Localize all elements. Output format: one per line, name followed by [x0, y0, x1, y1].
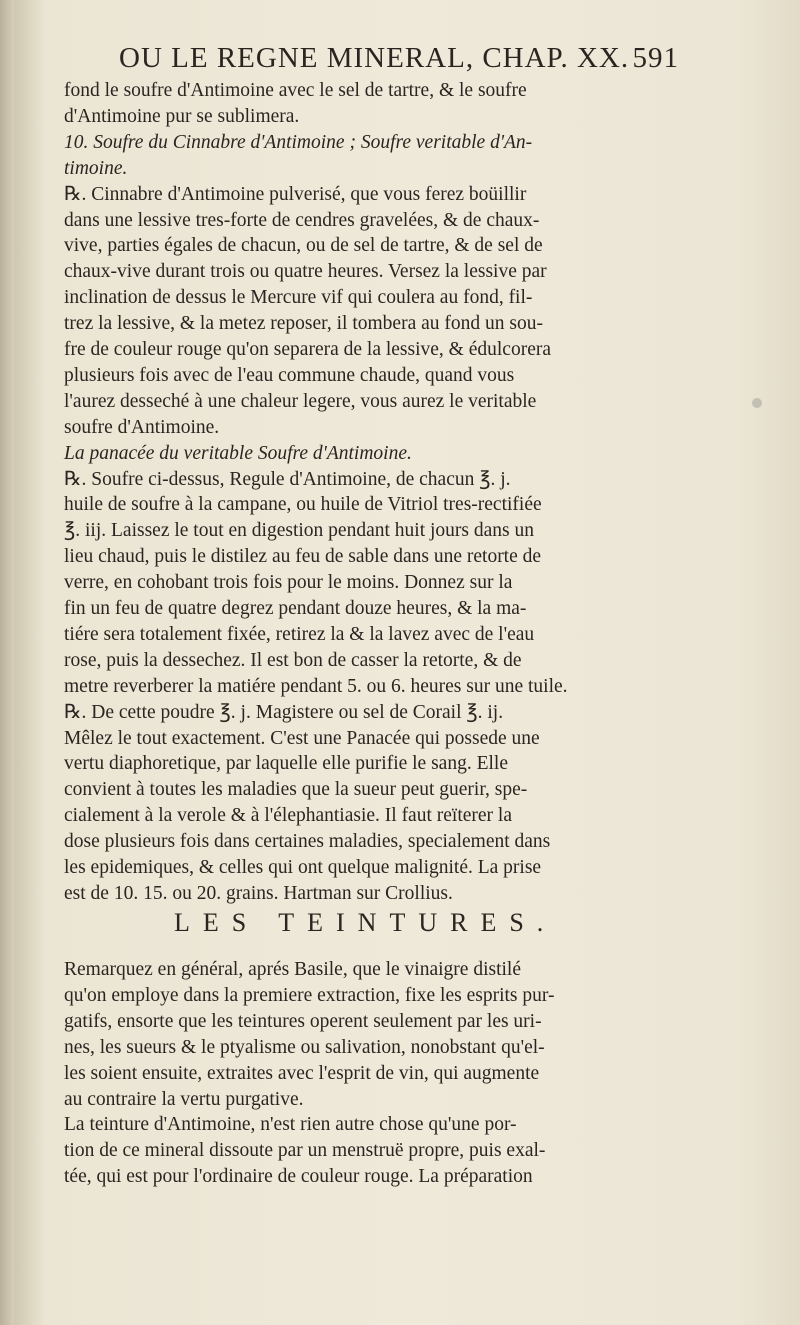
book-page	[14, 0, 800, 1325]
text-line: ℞. Soufre ci-dessus, Regule d'Antimoine, de chacun ℥. j.	[64, 468, 511, 490]
text-line: fre de couleur rouge qu'on separera de la lessive, & édulcorera	[64, 339, 551, 360]
text-line: huile de soufre à la campane, ou huile de Vitriol tres-rectifiée	[64, 494, 542, 516]
text-line: les epidemiques, & celles qui ont quelque malignité. La prise	[64, 857, 542, 878]
paper-stain	[752, 398, 762, 408]
text-line: d'Antimoine pur se sublimera.	[64, 105, 300, 127]
text-line: metre reverberer la matiére pendant 5. ou 6. heures sur une tuile.	[64, 675, 568, 697]
text-line: ℥. iij. Laissez le tout en digestion pendant huit jours dans un	[64, 520, 534, 542]
text-line: rose, puis la dessechez. Il est bon de casser la retorte, & de	[64, 649, 522, 671]
text-line: Remarquez en général, aprés Basile, que le vinaigre distilé	[64, 959, 521, 980]
text-line: trez la lessive, & la metez reposer, il tombera au fond un sou-	[64, 313, 543, 335]
text-line: l'aurez desseché à une chaleur legere, vous aurez le veritable	[64, 390, 537, 412]
book-gutter	[0, 0, 14, 1325]
text-line: verre, en cohobant trois fois pour le moins. Donnez sur la	[64, 572, 513, 594]
text-line: timoine.	[64, 157, 128, 179]
running-head	[119, 42, 679, 82]
text-line: chaux-vive durant trois ou quatre heures. Versez la lessive par	[64, 261, 547, 283]
text-line: fin un feu de quatre degrez pendant douze heures, & la ma-	[64, 598, 527, 619]
page-number: 591	[632, 42, 679, 74]
text-line: tée, qui est pour l'ordinaire de couleur rouge. La préparation	[64, 1166, 533, 1188]
text-line: est de 10. 15. ou 20. grains. Hartman sur Crollius.	[64, 882, 453, 904]
text-line: vertu diaphoretique, par laquelle elle purifie le sang. Elle	[64, 753, 508, 775]
text-line: nes, les sueurs & le ptyalisme ou salivation, nonobstant qu'el-	[64, 1036, 545, 1058]
text-line: cialement à la verole & à l'élephantiasie. Il faut reïterer la	[64, 805, 512, 827]
text-line: inclination de dessus le Mercure vif qui coulera au fond, fil-	[64, 287, 533, 309]
text-line: plusieurs fois avec de l'eau commune chaude, quand vous	[64, 364, 515, 386]
text-line: Mêlez le tout exactement. C'est une Panacée qui possede une	[64, 727, 540, 749]
text-line: tion de ce mineral dissoute par un menstruë propre, puis exal-	[64, 1140, 546, 1162]
text-line: ℞. Cinnabre d'Antimoine pulverisé, que vous ferez boüillir	[64, 183, 527, 205]
text-line: convient à toutes les maladies que la sueur peut guerir, spe-	[64, 779, 528, 801]
text-line: 10. Soufre du Cinnabre d'Antimoine ; Soufre veritable d'An-	[64, 131, 533, 153]
text-line: gatifs, ensorte que les teintures operent seulement par les uri-	[64, 1010, 542, 1032]
text-line: vive, parties égales de chacun, ou de sel de tartre, & de sel de	[64, 235, 543, 257]
text-line: tiére sera totalement fixée, retirez la & la lavez avec de l'eau	[64, 623, 535, 645]
text-line: dose plusieurs fois dans certaines maladies, specialement dans	[64, 831, 551, 853]
text-line: lieu chaud, puis le distilez au feu de sable dans une retorte de	[64, 546, 542, 568]
section-title: LES TEINTURES.	[174, 908, 557, 937]
text-line: La teinture d'Antimoine, n'est rien autre chose qu'une por-	[64, 1114, 517, 1136]
text-line: au contraire la vertu purgative.	[64, 1088, 304, 1110]
text-line: La panacée du veritable Soufre d'Antimoine.	[64, 442, 412, 464]
text-line: ℞. De cette poudre ℥. j. Magistere ou sel de Corail ℥. ij.	[64, 701, 504, 723]
text-line: fond le soufre d'Antimoine avec le sel de tartre, & le soufre	[64, 80, 527, 101]
text-line: qu'on employe dans la premiere extraction, fixe les esprits pur-	[64, 984, 555, 1006]
text-line: les soient ensuite, extraites avec l'esprit de vin, qui augmente	[64, 1062, 540, 1084]
text-line: dans une lessive tres-forte de cendres gravelées, & de chaux-	[64, 209, 540, 231]
text-line: soufre d'Antimoine.	[64, 416, 220, 438]
running-head-title: OU LE REGNE MINERAL, CHAP. XX.	[119, 42, 630, 74]
